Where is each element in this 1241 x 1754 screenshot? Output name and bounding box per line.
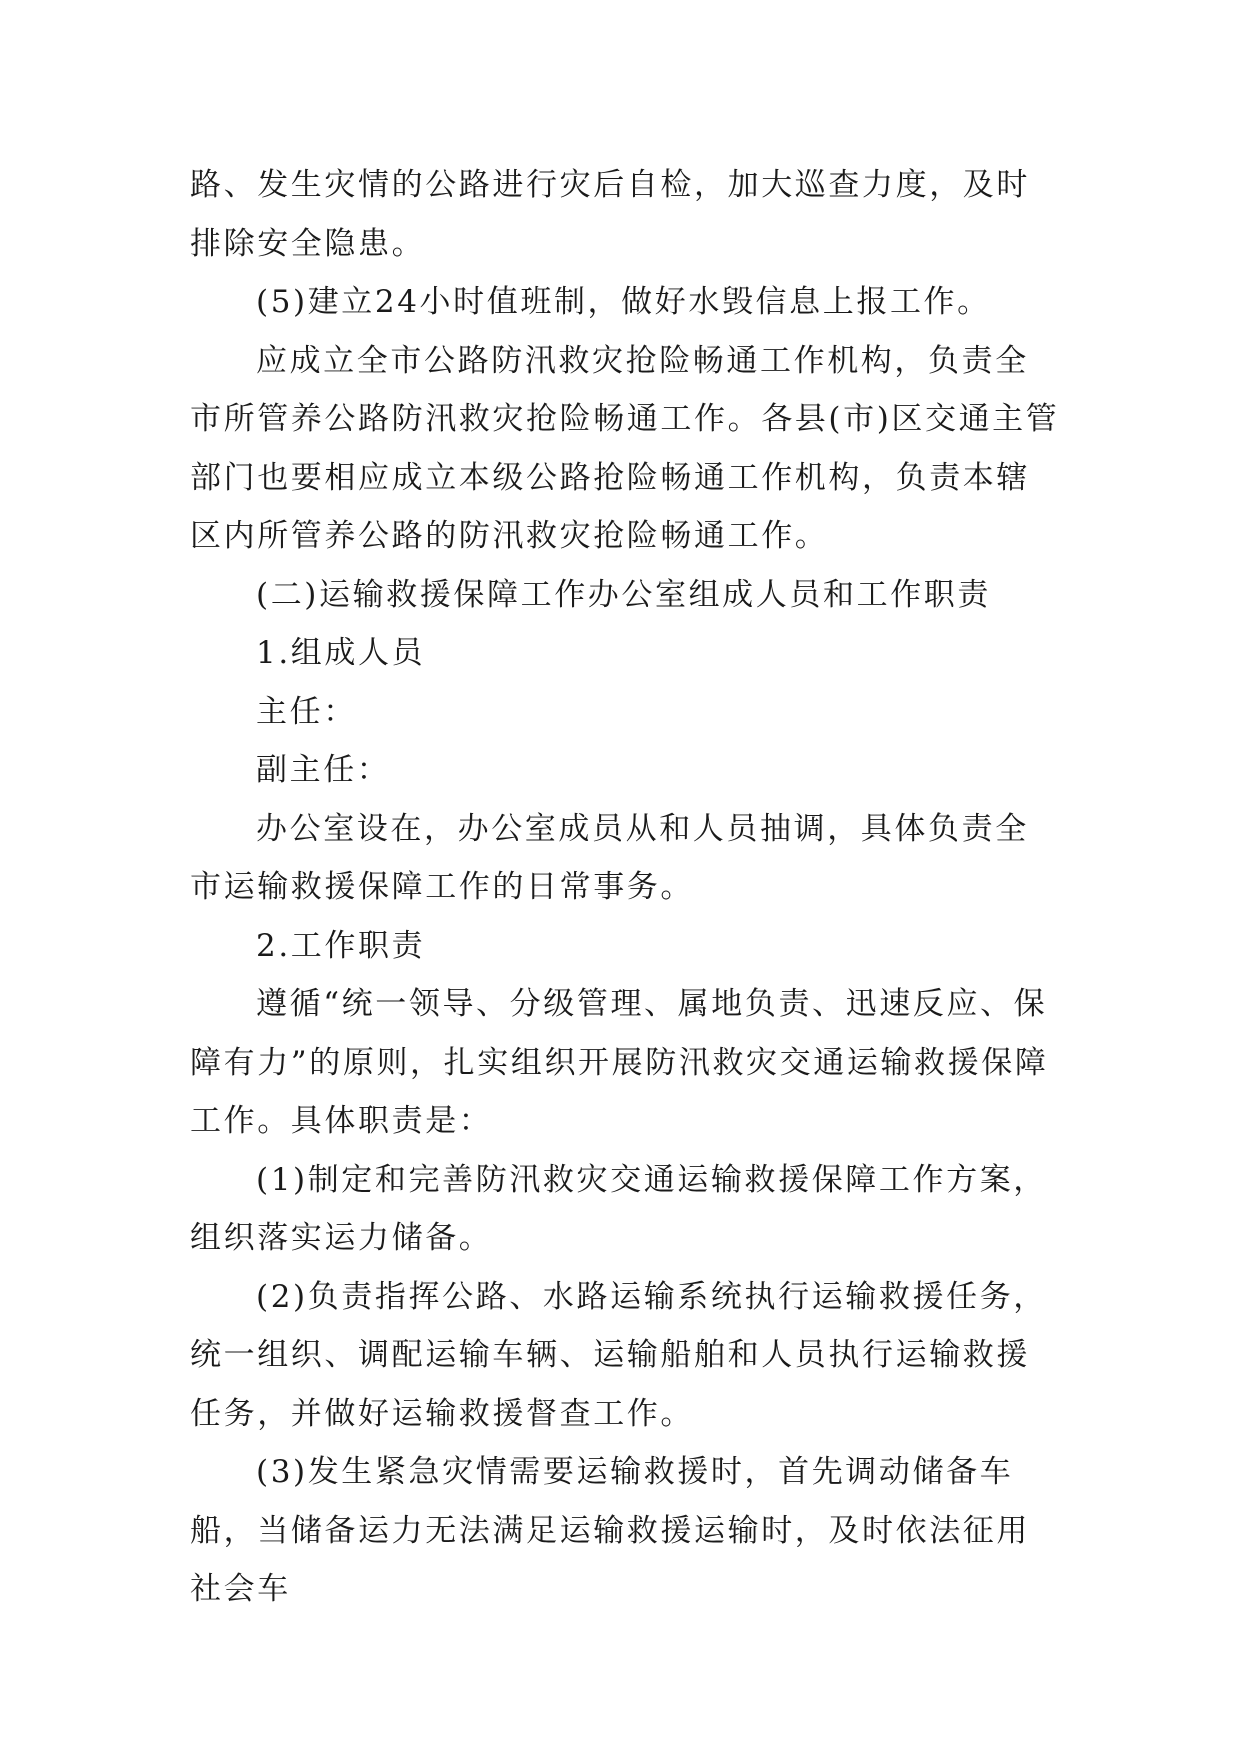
deputy-director-line: 副主任： — [256, 752, 391, 788]
paragraph-duty-1: (1)制定和完善防汛救灾交通运输救援保障工作方案，组织落实运力储备。 — [190, 1161, 1047, 1256]
subheading-duties: 2.工作职责 — [256, 927, 426, 964]
paragraph-organization: 应成立全市公路防汛救灾抢险畅通工作机构，负责全市所管养公路防汛救灾抢险畅通工作。各县(市)区交通主管部门也要相应成立本级公路抢险畅通工作机构，负责本辖区内所管养公路的防汛救灾抢险畅通工作。 — [190, 342, 1060, 554]
paragraph-item-5: (5)建立24小时值班制，做好水毁信息上报工作。 — [256, 284, 991, 320]
document-page — [190, 156, 1060, 1619]
paragraph-office: 办公室设在，办公室成员从和人员抽调，具体负责全市运输救援保障工作的日常事务。 — [190, 810, 1029, 905]
paragraph-duty-3: (3)发生紧急灾情需要运输救援时，首先调动储备车船，当储备运力无法满足运输救援运输时，及时依法征用社会车 — [190, 1454, 1030, 1607]
paragraph-duty-2: (2)负责指挥公路、水路运输系统执行运输救援任务，统一组织、调配运输车辆、运输船舶和人员执行运输救援任务，并做好运输救援督查工作。 — [190, 1278, 1047, 1432]
paragraph-continuation: 路、发生灾情的公路进行灾后自检，加大巡查力度，及时排除安全隐患。 — [190, 167, 1030, 262]
subheading-members: 1.组成人员 — [256, 635, 426, 671]
paragraph-principles: 遵循“统一领导、分级管理、属地负责、迅速反应、保障有力”的原则，扎实组织开展防汛救灾交通运输救援保障工作。具体职责是： — [190, 986, 1049, 1139]
director-line: 主任： — [256, 693, 357, 730]
section-heading-two: (二)运输救援保障工作办公室组成人员和工作职责 — [256, 576, 991, 613]
